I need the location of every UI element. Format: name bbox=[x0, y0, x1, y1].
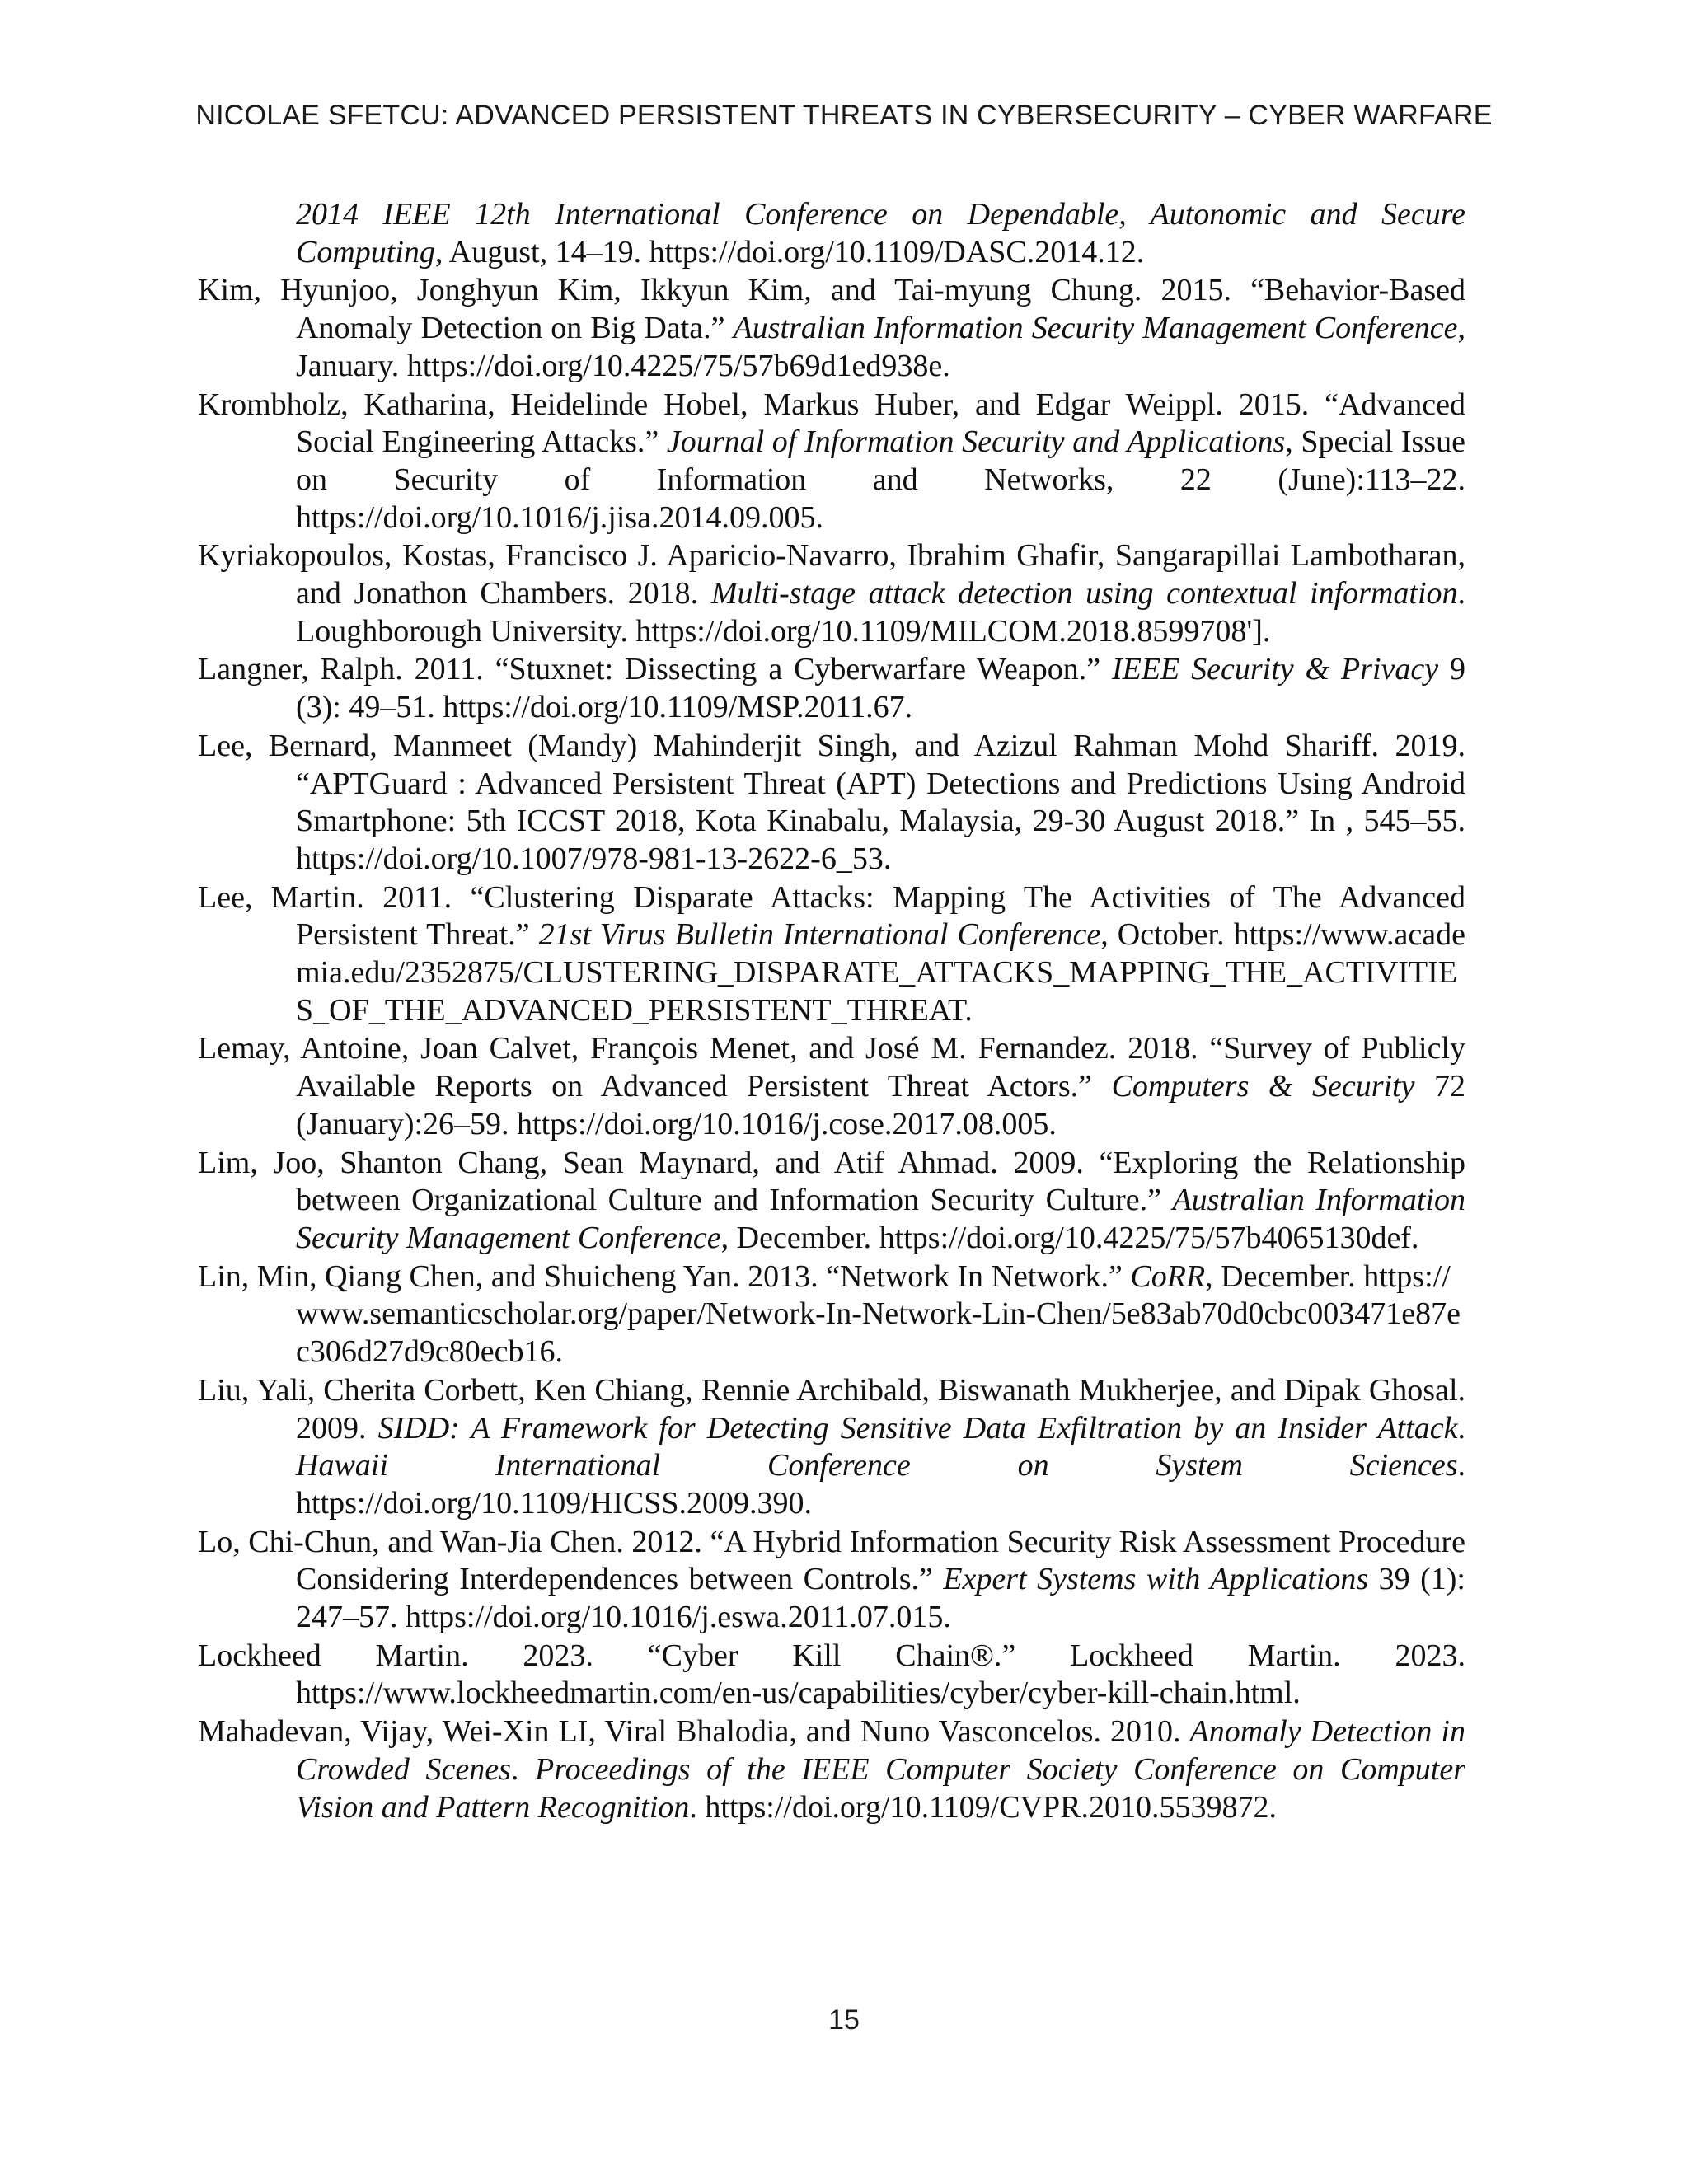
reference-segment: . https://doi.org/10.1109/CVPR.2010.5539872. bbox=[689, 1789, 1277, 1825]
reference-segment: Lim, Joo, Shanton Chang, Sean Maynard, and Atif Ahmad. 2009. “Exploring the Relationship between Organizational Culture and Information Security Culture.” bbox=[198, 1145, 1465, 1218]
reference-segment: Lockheed Martin. 2023. “Cyber Kill Chain®.” Lockheed Martin. 2023. https://www.lockheedmartin.com/en-us/capabilities/cyber/cyber-kill-chain.html. bbox=[198, 1638, 1465, 1711]
reference-segment: , August, 14–19. https://doi.org/10.1109/DASC.2014.12. bbox=[434, 234, 1145, 269]
reference-entry bbox=[198, 537, 1465, 650]
reference-entry bbox=[198, 1524, 1465, 1637]
reference-segment: Anomaly Detection in Crowded Scenes bbox=[296, 1714, 1465, 1787]
reference-segment: 21st Virus Bulletin International Conference bbox=[538, 917, 1101, 953]
reference-segment: Australian Information Security Management Conference bbox=[296, 1183, 1465, 1255]
reference-segment: Lin, Min, Qiang Chen, and Shuicheng Yan. 2013. “Network In Network.” bbox=[198, 1258, 1131, 1294]
reference-segment: Lee, Martin. 2011. “Clustering Disparate Attacks: Mapping The Activities of The Advanced Persistent Threat.” bbox=[198, 879, 1465, 953]
reference-segment: Journal of Information Security and Applications bbox=[666, 424, 1286, 460]
reference-segment: Mahadevan, Vijay, Wei-Xin LI, Viral Bhalodia, and Nuno Vasconcelos. 2010. bbox=[198, 1714, 1190, 1750]
reference-entry bbox=[198, 651, 1465, 726]
reference-segment: Lo, Chi-Chun, and Wan-Jia Chen. 2012. “A Hybrid Information Security Risk Assessment Procedure Considering Interdependences between Controls.” bbox=[198, 1524, 1465, 1597]
reference-segment: Hawaii International Conference on System Sciences bbox=[296, 1448, 1458, 1483]
reference-segment: Liu, Yali, Cherita Corbett, Ken Chiang, Rennie Archibald, Biswanath Mukherjee, and Dipak Ghosal. 2009. bbox=[198, 1372, 1465, 1446]
reference-entry bbox=[198, 1638, 1465, 1713]
reference-segment: . bbox=[510, 1751, 536, 1787]
reference-segment: Lee, Bernard, Manmeet (Mandy) Mahinderjit Singh, and Azizul Rahman Mohd Shariff. 2019. “APTGuard : Advanced Persistent Threat (APT) Detections and Predictions Using Android Smartphone: 5th ICCST 2018, Kota Kinabalu, Malaysia, 29-30 August 2018.” In , 545–55. https://doi.org/10.1007/978-981-13-2622-6_53. bbox=[198, 728, 1465, 876]
reference-segment: Kyriakopoulos, Kostas, Francisco J. Aparicio-Navarro, Ibrahim Ghafir, Sangarapillai Lambotharan, and Jonathon Chambers. 2018. bbox=[198, 538, 1465, 612]
reference-segment: . bbox=[1457, 1410, 1465, 1446]
page-number: 15 bbox=[828, 2004, 860, 2036]
reference-segment: , Special Issue on Security of Information and Networks, 22 (June):113–22. https://doi.org/10.1016/j.jisa.2014.09.005. bbox=[296, 424, 1465, 535]
reference-segment: . Loughborough University. https://doi.org/10.1109/MILCOM.2018.8599708']. bbox=[296, 576, 1466, 649]
reference-segment: Kim, Hyunjoo, Jonghyun Kim, Ikkyun Kim, and Tai-myung Chung. 2015. “Behavior-Based Anomaly Detection on Big Data.” bbox=[198, 273, 1465, 346]
reference-entry bbox=[198, 387, 1465, 537]
reference-entry bbox=[198, 1258, 1465, 1371]
reference-segment: 9 (3): 49–51. https://doi.org/10.1109/MSP.2011.67. bbox=[296, 652, 1466, 725]
reference-segment: , October. https://www.academia.edu/2352875/CLUSTERING_DISPARATE_ATTACKS_MAPPING_THE_ACTIVITIES_OF_THE_ADVANCED_PERSISTENT_THREAT. bbox=[296, 917, 1465, 1028]
reference-segment: IEEE Security & Privacy bbox=[1111, 652, 1439, 687]
reference-segment: 2014 IEEE 12th International Conference on Dependable, Autonomic and Secure Computing bbox=[296, 197, 1465, 269]
reference-segment: . https://doi.org/10.1109/HICSS.2009.390. bbox=[296, 1448, 1465, 1521]
reference-segment: SIDD: A Framework for Detecting Sensitive Data Exfiltration by an Insider Attack bbox=[377, 1410, 1458, 1446]
reference-segment: 72 (January):26–59. https://doi.org/10.1016/j.cose.2017.08.005. bbox=[296, 1069, 1465, 1141]
reference-segment: Krombholz, Katharina, Heidelinde Hobel, Markus Huber, and Edgar Weippl. 2015. “Advanced Social Engineering Attacks.” bbox=[198, 387, 1465, 460]
reference-entry bbox=[198, 1372, 1465, 1523]
reference-entry bbox=[198, 879, 1465, 1030]
reference-list bbox=[198, 196, 1465, 1827]
reference-segment: Lemay, Antoine, Joan Calvet, François Menet, and José M. Fernandez. 2018. “Survey of Publicly Available Reports on Advanced Persistent Threat Actors.” bbox=[198, 1031, 1465, 1104]
reference-segment: Proceedings of the IEEE Computer Society Conference on Computer Vision and Pattern Recognition bbox=[296, 1751, 1466, 1825]
reference-entry bbox=[198, 1713, 1465, 1826]
reference-entry bbox=[198, 1145, 1465, 1258]
reference-segment: , December. https://doi.org/10.4225/75/57b4065130def. bbox=[720, 1220, 1419, 1255]
reference-segment: Computers & Security bbox=[1111, 1069, 1415, 1104]
reference-segment: Langner, Ralph. 2011. “Stuxnet: Dissecting a Cyberwarfare Weapon.” bbox=[198, 652, 1112, 687]
reference-segment: Australian Information Security Management Conference bbox=[733, 311, 1458, 346]
running-header: NICOLAE SFETCU: ADVANCED PERSISTENT THREATS IN CYBERSECURITY – CYBER WARFARE bbox=[195, 100, 1493, 131]
reference-entry bbox=[198, 728, 1465, 879]
reference-entry bbox=[198, 1030, 1465, 1143]
reference-segment: , January. https://doi.org/10.4225/75/57b69d1ed938e. bbox=[296, 311, 1465, 383]
reference-segment: , December. https://www.semanticscholar.org/paper/Network-In-Network-Lin-Chen/5e83ab70d0cbc003471e87ec306d27d9c80ecb16. bbox=[296, 1258, 1461, 1370]
reference-segment: Expert Systems with Applications bbox=[943, 1562, 1369, 1597]
reference-entry bbox=[198, 196, 1465, 271]
reference-segment: Multi-stage attack detection using contextual information bbox=[710, 576, 1458, 612]
reference-segment: CoRR bbox=[1130, 1258, 1206, 1294]
reference-entry bbox=[198, 272, 1465, 385]
reference-segment: 39 (1): 247–57. https://doi.org/10.1016/j.eswa.2011.07.015. bbox=[296, 1562, 1465, 1635]
